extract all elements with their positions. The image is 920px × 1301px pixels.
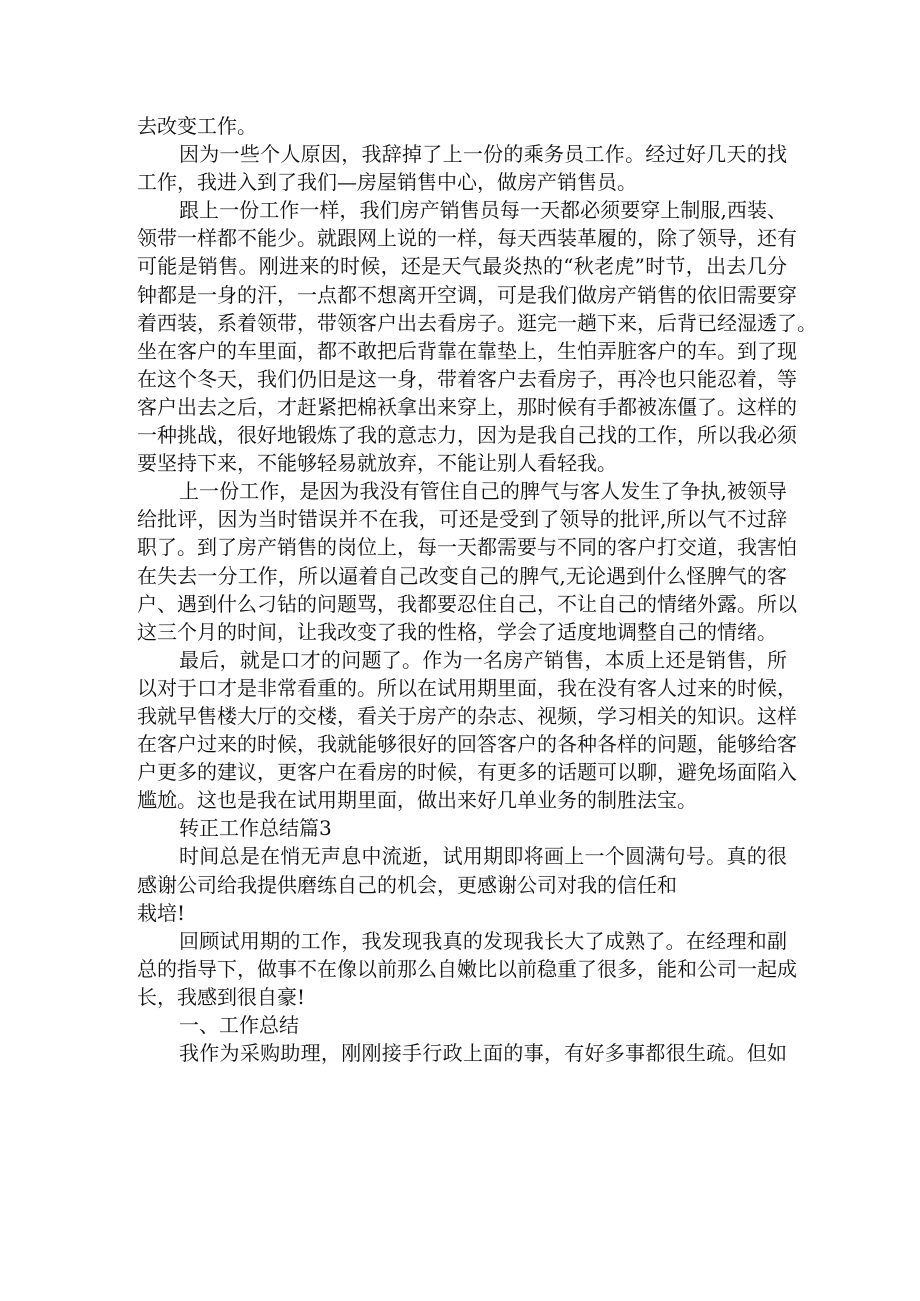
paragraph-start-line: 回顾试用期的工作，我发现我真的发现我长大了成熟了。在经理和副 (179, 928, 787, 953)
text-line: 总的指导下，做事不在像以前那么自嫩比以前稳重了很多，能和公司一起成 (137, 956, 797, 981)
text-line: 感谢公司给我提供磨练自己的机会，更感谢公司对我的信任和 (137, 872, 677, 897)
text-line: 可能是销售。刚进来的时候，还是天气最炎热的“秋老虎”时节，出去几分 (137, 254, 787, 279)
text-line: 户、遇到什么刁钻的问题骂，我都要忍住自己，不让自己的情绪外露。所以 (137, 591, 797, 616)
paragraph-start-line: 因为一些个人原因，我辞掉了上一份的乘务员工作。经过好几天的找 (179, 142, 787, 167)
text-line: 职了。到了房产销售的岗位上，每一天都需要与不同的客户打交道，我害怕 (137, 535, 797, 560)
text-line: 客户出去之后，才赶紧把棉袄拿出来穿上，那时候有手都被冻僵了。这样的 (137, 394, 797, 419)
text-line: 一种挑战，很好地锻炼了我的意志力，因为是我自己找的工作，所以我必须 (137, 423, 797, 448)
text-line: 给批评，因为当时错误并不在我，可还是受到了领导的批评,所以气不过辞 (137, 507, 787, 532)
document-body (137, 112, 817, 1067)
section-heading: 转正工作总结篇3 (179, 816, 332, 841)
text-line: 尴尬。这也是我在试用期里面，做出来好几单业务的制胜法宝。 (137, 788, 697, 813)
text-line: 长，我感到很自豪! (137, 984, 306, 1009)
text-line: 我就早售楼大厅的交楼，看关于房产的杂志、视频，学习相关的知识。这样 (137, 703, 797, 728)
text-line: 工作，我进入到了我们—房屋销售中心，做房产销售员。 (137, 170, 637, 195)
paragraph-start-line: 跟上一份工作一样，我们房产销售员每一天都必须要穿上制服,西装、 (179, 198, 787, 223)
text-line: 着西装，系着领带，带领客户出去看房子。逛完一趟下来，后背已经湿透了。 (137, 310, 817, 335)
text-line: 户更多的建议，更客户在看房的时候，有更多的话题可以聊，避免场面陷入 (137, 760, 797, 785)
text-line: 以对于口才是非常看重的。所以在试用期里面，我在没有客人过来的时候， (137, 675, 797, 700)
text-line: 去改变工作。 (137, 114, 257, 138)
text-line: 领带一样都不能少。就跟网上说的一样，每天西装革履的，除了领导，还有 (137, 226, 797, 251)
text-line: 这三个月的时间，让我改变了我的性格，学会了适度地调整自己的情绪。 (137, 619, 777, 644)
text-line: 在客户过来的时候，我就能够很好的回答客户的各种各样的问题，能够给客 (137, 732, 797, 757)
subsection-heading: 一、工作总结 (179, 1013, 299, 1037)
text-line: 坐在客户的车里面，都不敢把后背靠在靠垫上，生怕弄脏客户的车。到了现 (137, 338, 797, 363)
text-line: 在失去一分工作，所以逼着自己改变自己的脾气,无论遇到什么怪脾气的客 (137, 563, 787, 588)
text-line: 栽培! (137, 900, 186, 925)
text-line: 在这个冬天，我们仍旧是这一身，带着客户去看房子，再冷也只能忍着，等 (137, 366, 797, 391)
paragraph-start-line: 最后，就是口才的问题了。作为一名房产销售，本质上还是销售，所 (179, 647, 787, 672)
paragraph-start-line: 我作为采购助理，刚刚接手行政上面的事，有好多事都很生疏。但如 (179, 1041, 787, 1066)
text-line: 钟都是一身的汗，一点都不想离开空调，可是我们做房产销售的依旧需要穿 (137, 282, 797, 307)
paragraph-start-line: 时间总是在悄无声息中流逝，试用期即将画上一个圆满句号。真的很 (179, 844, 787, 869)
text-line: 要坚持下来，不能够轻易就放弃，不能让别人看轻我。 (137, 451, 617, 476)
paragraph-start-line: 上一份工作，是因为我没有管住自己的脾气与客人发生了争执,被领导 (179, 479, 787, 504)
